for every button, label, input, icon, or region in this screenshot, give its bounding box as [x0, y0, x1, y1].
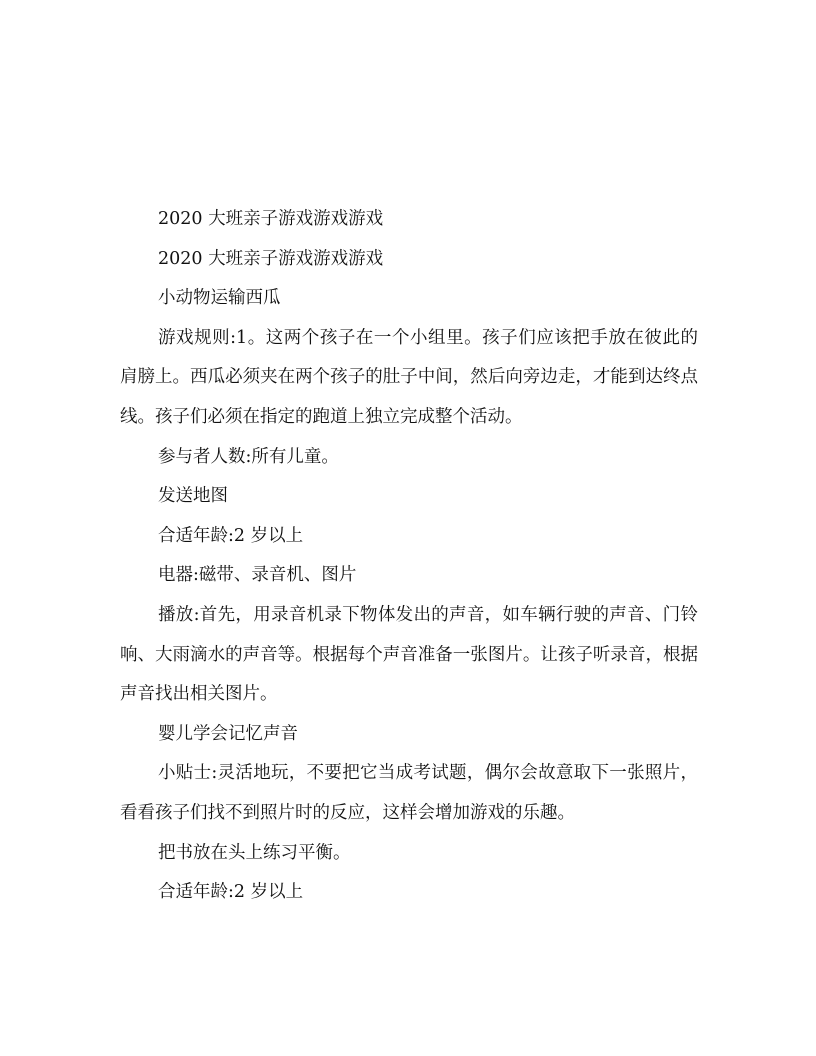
- paragraph-suitable-age: 合适年龄:2 岁以上: [158, 525, 304, 546]
- section-heading-balance: 把书放在头上练习平衡。: [158, 842, 351, 863]
- section-heading-watermelon: 小动物运输西瓜: [158, 288, 281, 309]
- paragraph-suitable-age-2: 合适年龄:2 岁以上: [158, 882, 304, 903]
- paragraph-tips: 小贴士:灵活地玩，不要把它当成考试题，偶尔会故意取下一张照片，看看孩子们找不到照片时的反应，这样会增加游戏的乐趣。: [120, 763, 698, 823]
- section-heading-send-map: 发送地图: [158, 486, 228, 507]
- paragraph-game-rules: 游戏规则:1。这两个孩子在一个小组里。孩子们应该把手放在彼此的肩膀上。西瓜必须夹在两个孩子的肚子中间，然后向旁边走，才能到达终点线。孩子们必须在指定的跑道上独立完成整个活动。: [120, 327, 698, 427]
- paragraph-participants: 参与者人数:所有儿童。: [158, 446, 339, 467]
- paragraph-play: 播放:首先，用录音机录下物体发出的声音，如车辆行驶的声音、门铃响、大雨滴水的声音等。根据每个声音准备一张图片。让孩子听录音，根据声音找出相关图片。: [120, 604, 698, 705]
- document-body: [120, 200, 698, 913]
- paragraph-equipment: 电器:磁带、录音机、图片: [158, 565, 357, 586]
- document-subtitle: 2020 大班亲子游戏游戏游戏: [158, 248, 384, 269]
- section-heading-memory-sound: 婴儿学会记忆声音: [158, 723, 298, 744]
- document-title: 2020 大班亲子游戏游戏游戏: [158, 209, 384, 229]
